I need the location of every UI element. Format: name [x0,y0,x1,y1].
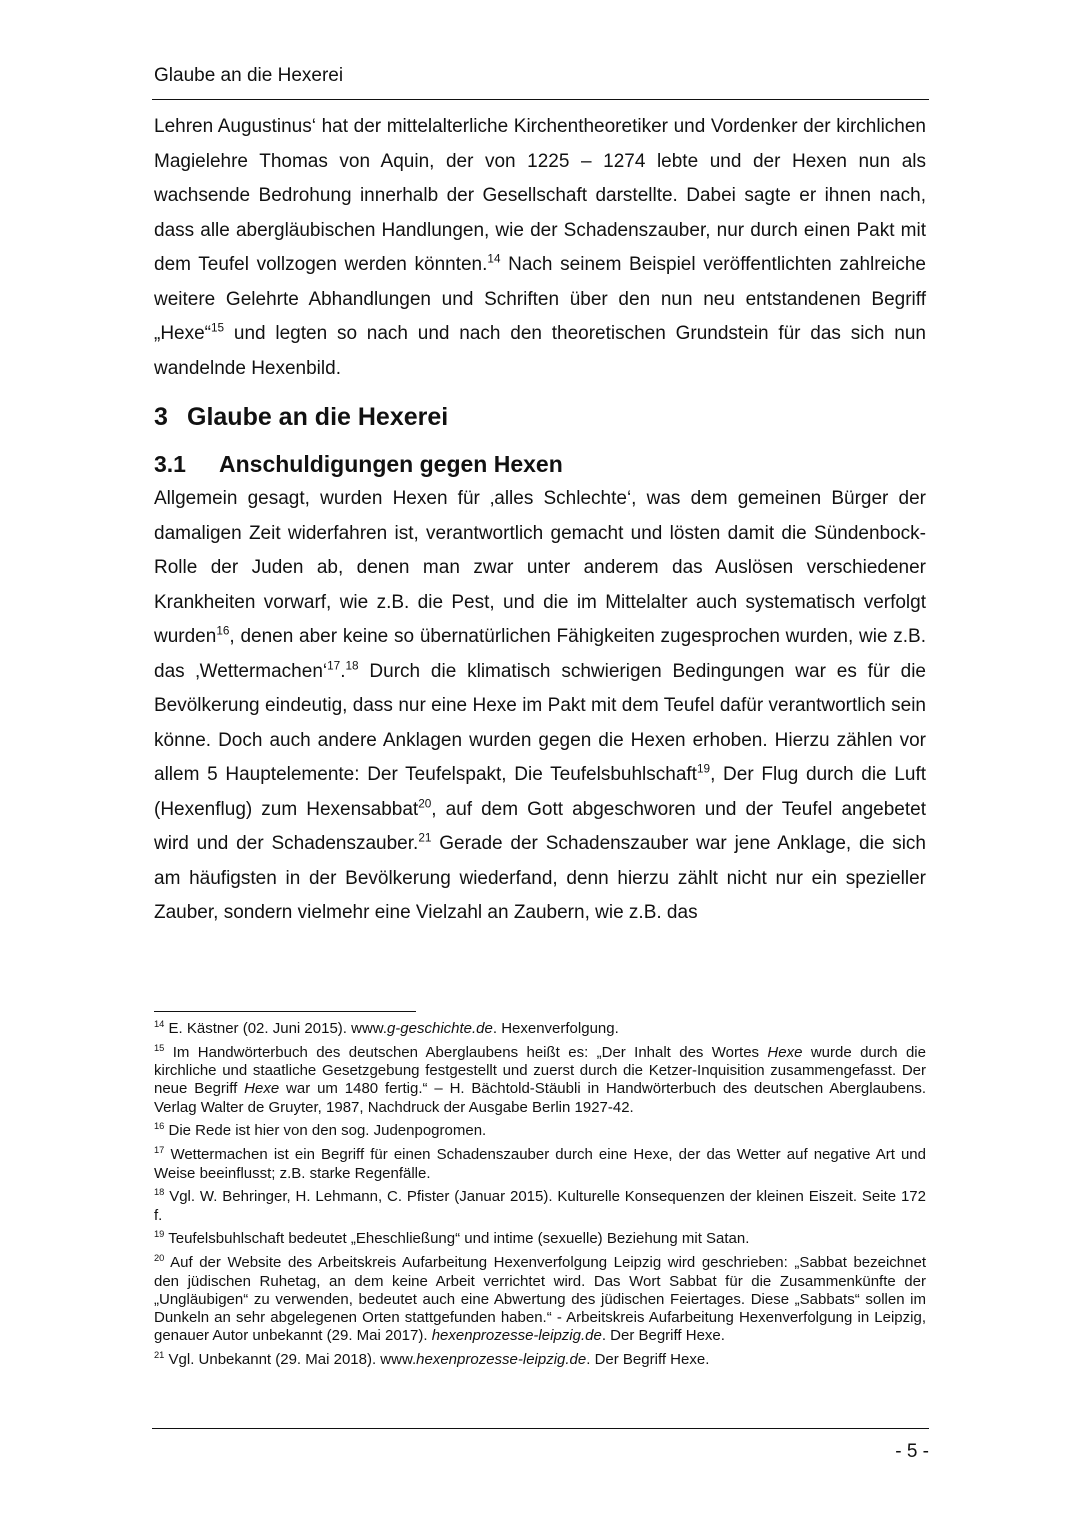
main-text-3: . [340,660,346,682]
footer-divider [152,1428,929,1429]
footnote-number: 14 [154,1019,165,1029]
footnote-18 [154,1188,926,1225]
footnote-number: 17 [154,1145,165,1156]
footnote-text: war um 1480 fertig.“ – H. Bächtold-Stäubli in Handwörterbuch des deutschen Aberglaubens. Verlag Walter de Gruyter, 1987, Nachdruck der Ausgabe Berlin 1927-42. [154,1080,926,1116]
running-header-title: Glaube an die Hexerei [154,65,344,86]
main-text-6: , auf dem Gott abgeschworen und der Teufel angebetet wird und der Schadenszauber. [154,798,926,854]
footnote-number: 19 [154,1229,165,1240]
main-text-5: , Der Flug durch die Luft (Hexenflug) zum Hexensabbat [154,764,926,820]
intro-text-1: Lehren Augustinus‘ hat der mittelalterliche Kirchentheoretiker und Vordenker der kirchlichen Magielehre Thomas von Aquin, der von 1225 – 1274 lebte und der Hexen nun als wachsende Bedrohung innerhalb der Gesellschaft darstellte. Dabei sagte er ihnen nach, dass alle abergläubischen Handlungen, wie der Schadenszauber, nur durch einen Pakt mit dem Teufel vollzogen werden könnten. [154,116,926,275]
footnote-text: Wettermachen ist ein Begriff für einen Schadenszauber durch eine Hexe, der das Wetter auf negative Art und Weise beeinflusst; z.B. starke Regenfälle. [154,1146,926,1182]
footnote-ref-14: 14 [487,252,501,266]
footnote-text: Auf der Website des Arbeitskreis Aufarbeitung Hexenverfolgung Leipzig wird geschrieben: „Sabbat bezeichnet den jüdischen Ruhetag, an dem keine Arbeit verrichtet wird. Das Wort Sabbat für die Zusammenkünfte der „Ungläubigen“ zu verwenden, bedeutet auch eine Abwertung des jüdischen Feiertages. Diese „Sabbats“ sollen im Dunkeln an sehr abgelegenen Orten stattgefunden haben.“ - Arbeitskreis Aufarbeitung Hexenverfolgung in Leipzig, genauer Autor unbekannt (29. Mai 2017). [154,1254,926,1345]
subsection-title: Anschuldigungen gegen Hexen [219,451,563,477]
section-heading [154,400,448,434]
intro-text-2: Nach seinem Beispiel veröffentlichten zahlreiche weitere Gelehrte Abhandlungen und Schriften über den nun neu entstandenen Begriff „Hexe“ [154,254,926,344]
footnote-21 [154,1351,926,1369]
main-text-1: Allgemein gesagt, wurden Hexen für ‚alles Schlechte‘, was dem gemeinen Bürger der damaligen Zeit widerfahren ist, verantwortlich gemacht und lösten damit die Sündenbock-Rolle der Juden ab, denen man zwar unter anderem das Auslösen verschiedener Krankheiten vorwarf, wie z.B. die Pest, und die im Mittelalter auch systematisch verfolgt wurden [154,488,926,647]
footnote-ref-18: 18 [345,659,359,673]
main-text-2: , denen aber keine so übernatürlichen Fähigkeiten zugesprochen wurden, wie z.B. das ‚Wettermachen‘ [154,626,926,682]
footnote-source-link: hexenprozesse-leipzig.de [431,1327,602,1345]
section-number: 3 [154,403,168,431]
footnote-ref-21: 21 [418,831,432,845]
footnote-divider [154,1011,416,1012]
footnote-emphasis: Hexe [244,1080,280,1098]
footnote-number: 16 [154,1121,165,1132]
footnote-17 [154,1146,926,1183]
footnote-text: Vgl. W. Behringer, H. Lehmann, C. Pfister (Januar 2015). Kulturelle Konsequenzen der kleinen Eiszeit. Seite 172 f. [154,1188,926,1224]
subsection-heading [154,448,563,480]
intro-text-3: und legten so nach und nach den theoretischen Grundstein für das sich nun wandelnde Hexenbild. [154,323,926,379]
footnote-number: 21 [154,1350,165,1361]
footnotes [154,1020,926,1375]
footnote-text: . Hexenverfolgung. [492,1020,619,1037]
footnote-text: wurde durch die kirchliche und staatliche Gesetzgebung festgestellt und zuerst durch die Ketzer-Inquisition zusammengefasst. Der neue Begriff [154,1043,926,1098]
footnote-19 [154,1230,926,1248]
footnote-20 [154,1254,926,1345]
footnote-text: Die Rede ist hier von den sog. Judenpogromen. [164,1122,487,1140]
section-title: Glaube an die Hexerei [187,403,449,431]
footnote-number: 20 [154,1253,165,1264]
footnote-text: Vgl. Unbekannt (29. Mai 2018). www. [164,1351,417,1369]
footnote-emphasis: Hexe [767,1043,803,1061]
footnote-source-link: g-geschichte.de [386,1020,493,1037]
footnote-text: Teufelsbuhlschaft bedeutet „Eheschließung“ und intime (sexuelle) Beziehung mit Satan. [164,1230,750,1248]
subsection-number: 3.1 [154,451,186,477]
footnote-ref-19: 19 [696,762,711,776]
footnote-ref-15: 15 [211,321,225,335]
footnote-text: . Der Begriff Hexe. [601,1327,725,1345]
footnote-number: 15 [154,1042,165,1053]
footnote-15 [154,1044,926,1117]
footnote-ref-20: 20 [418,797,432,811]
intro-paragraph-block [154,110,926,386]
header-divider [152,99,929,100]
footnote-14 [154,1020,926,1038]
main-paragraph [154,482,926,931]
main-paragraph-block [154,482,926,931]
footnote-text: . Der Begriff Hexe. [586,1351,710,1369]
main-text-7: Gerade der Schadenszauber war jene Anklage, die sich am häufigsten in der Bevölkerung wiederfand, denn hierzu zählt nicht nur ein spezieller Zauber, sondern vielmehr eine Vielzahl an Zaubern, wie z.B. das [154,833,926,923]
page-number: - 5 - [895,1441,929,1462]
footnote-text: E. Kästner (02. Juni 2015). www. [164,1020,387,1037]
footnote-ref-17: 17 [327,659,341,673]
main-text-4: Durch die klimatisch schwierigen Bedingungen war es für die Bevölkerung eindeutig, dass nur eine Hexe im Pakt mit dem Teufel dafür verantwortlich sein könne. Doch auch andere Anklagen wurden gegen die Hexen erhoben. Hierzu zählen vor allem 5 Hauptelemente: Der Teufelspakt, Die Teufelsbuhlschaft [154,660,926,785]
footnote-text: Im Handwörterbuch des deutschen Aberglaubens heißt es: „Der Inhalt des Wortes [164,1043,768,1061]
footnote-source-link: hexenprozesse-leipzig.de [416,1351,587,1369]
footnote-number: 18 [154,1187,165,1198]
footnote-ref-16: 16 [216,624,230,638]
intro-paragraph [154,110,926,386]
footnote-16 [154,1122,926,1140]
